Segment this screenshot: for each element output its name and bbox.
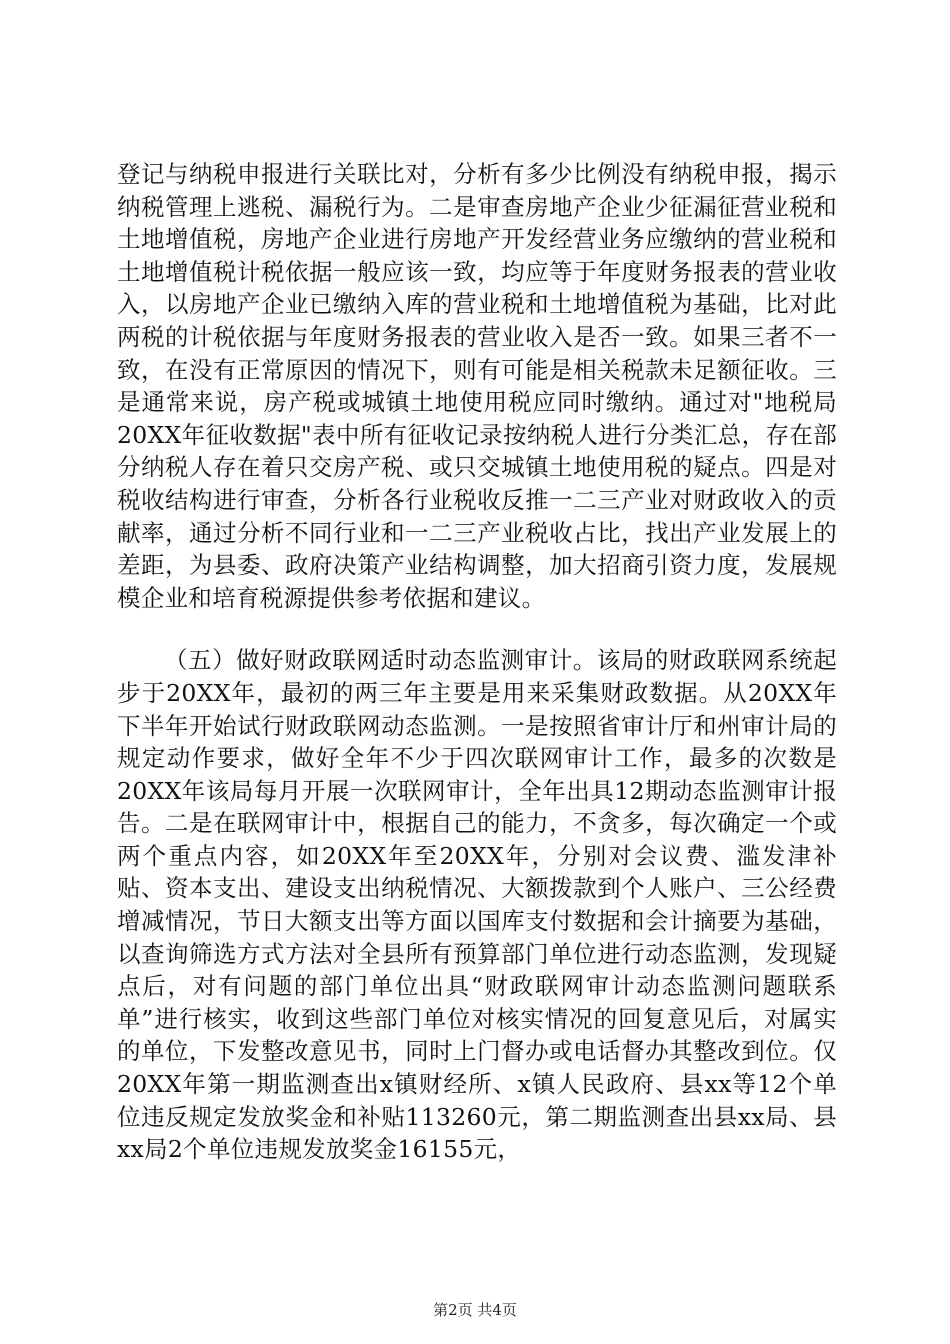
paragraph-finance-network-audit: （五）做好财政联网适时动态监测审计。该局的财政联网系统起步于20XX年，最初的两三年主要是用来采集财政数据。从20XX年下半年开始试行财政联网动态监测。一是按照省审计厅和州审计局的规定动作要求，做好全年不少于四次联网审计工作，最多的次数是20XX年该局每月开展一次联网审计，全年出具12期动态监测审计报告。二是在联网审计中，根据自己的能力，不贪多，每次确定一个或两个重点内容，如20XX年至20XX年，分别对会议费、滥发津补贴、资本支出、建设支出纳税情况、大额拨款到个人账户、三公经费增减情况，节日大额支出等方面以国库支付数据和会计摘要为基础，以查询筛选方式方法对全县所有预算部门单位进行动态监测，发现疑点后，对有问题的部门单位出具“财政联网审计动态监测问题联系单”进行核实，收到这些部门单位对核实情况的回复意见后，对属实的单位，下发整改意见书，同时上门督办或电话督办其整改到位。仅20XX年第一期监测查出x镇财经所、x镇人民政府、县xx等12个单位违反规定发放奖金和补贴113260元，第二期监测查出县xx局、县xx局2个单位违规发放奖金16155元， [117,646,837,1164]
document-body [117,158,837,1166]
page-footer: 第2页 共4页 [433,1301,517,1319]
paragraph-tax-audit: 登记与纳税申报进行关联比对，分析有多少比例没有纳税申报，揭示纳税管理上逃税、漏税行为。二是审查房地产企业少征漏征营业税和土地增值税，房地产企业进行房地产开发经营业务应缴纳的营业税和土地增值税计税依据一般应该一致，均应等于年度财务报表的营业收入，以房地产企业已缴纳入库的营业税和土地增值税为基础，比对此两税的计税依据与年度财务报表的营业收入是否一致。如果三者不一致，在没有正常原因的情况下，则有可能是相关税款未足额征收。三是通常来说，房产税或城镇土地使用税应同时缴纳。通过对"地税局20XX年征收数据"表中所有征收记录按纳税人进行分类汇总，存在部分纳税人存在着只交房产税、或只交城镇土地使用税的疑点。四是对税收结构进行审查，分析各行业税收反推一二三产业对财政收入的贡献率，通过分析不同行业和一二三产业税收占比，找出产业发展上的差距，为县委、政府决策产业结构调整，加大招商引资力度，发展规模企业和培育税源提供参考依据和建议。 [117,160,837,612]
